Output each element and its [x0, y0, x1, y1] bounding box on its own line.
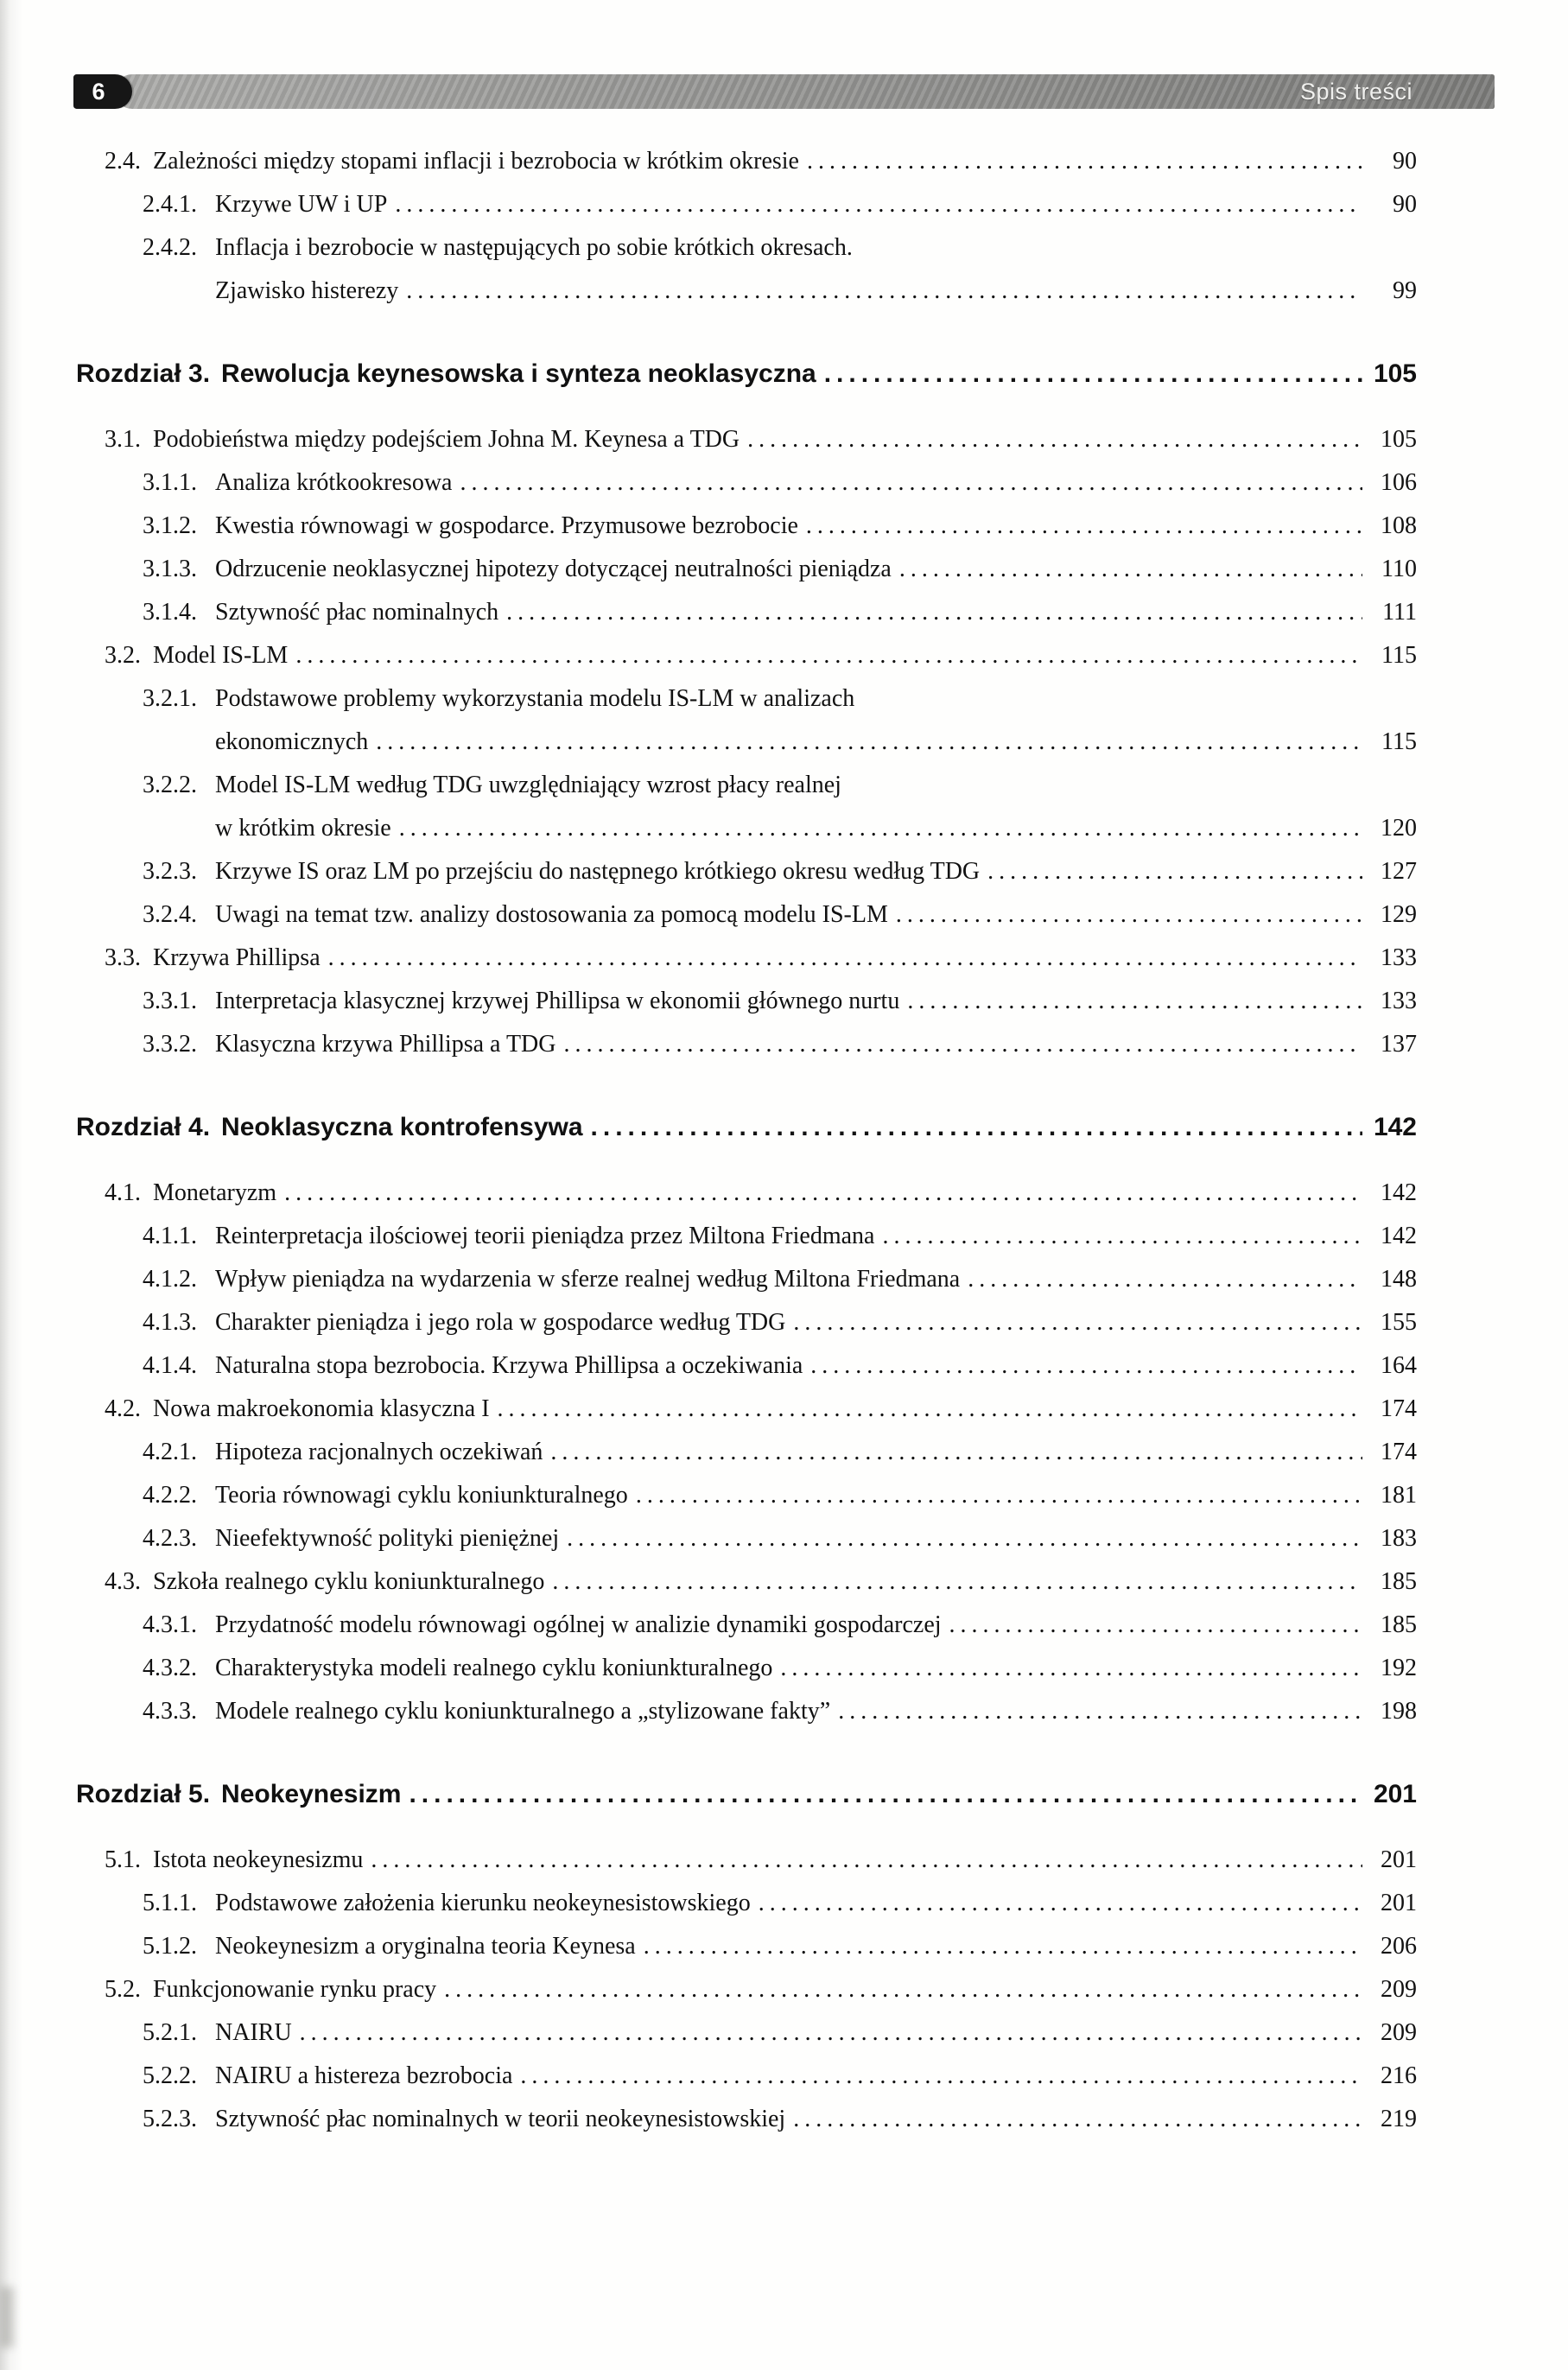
- toc-entry-line: [143, 2011, 1417, 2055]
- toc-leader-dots: [284, 1172, 1362, 1215]
- toc-leader-dots: [899, 548, 1362, 591]
- toc-entry-line: [143, 591, 1417, 634]
- toc-entry-page: 148: [1381, 1266, 1417, 1293]
- toc-entry: [76, 677, 1417, 764]
- toc-entry-page: 142: [1381, 1223, 1417, 1249]
- toc-entry-continuation-line: [143, 721, 1417, 764]
- toc-entry-line: [143, 1647, 1417, 1690]
- toc-entry: [76, 1431, 1417, 1474]
- toc-leader-dots: [371, 1839, 1362, 1882]
- toc-entry-line: [143, 850, 1417, 893]
- toc-entry-line: [105, 634, 1417, 677]
- toc-entry-page: 185: [1381, 1568, 1417, 1595]
- toc-entry-line: [143, 1925, 1417, 1968]
- toc-entry: [76, 1301, 1417, 1344]
- toc-leader-dots: [409, 1773, 1362, 1816]
- toc-entry: [76, 1690, 1417, 1733]
- page-header: [73, 74, 1495, 109]
- toc-entry: [76, 2055, 1417, 2098]
- toc-entry-line: [143, 461, 1417, 505]
- toc-entry: [76, 1560, 1417, 1604]
- toc-entry-number: 4.2.2.: [143, 1482, 197, 1509]
- toc-leader-dots: [793, 2098, 1362, 2141]
- toc-entry-title: Naturalna stopa bezrobocia. Krzywa Phillipsa a oczekiwania: [215, 1352, 803, 1379]
- toc-entry-line: [143, 1604, 1417, 1647]
- toc-leader-dots: [968, 1258, 1362, 1301]
- toc-entry-number: Rozdział 5.: [76, 1780, 211, 1808]
- toc-entry-number: 3.3.1.: [143, 988, 197, 1014]
- toc-entry: [76, 505, 1417, 548]
- toc-leader-dots: [806, 505, 1362, 548]
- toc-leader-dots: [564, 1023, 1363, 1066]
- toc-leader-dots: [747, 418, 1362, 461]
- toc-entry-title: Uwagi na temat tzw. analizy dostosowania za pomocą modelu IS-LM: [215, 901, 888, 928]
- toc-entry-page: 183: [1381, 1525, 1417, 1552]
- toc-entry-title: Nowa makroekonomia klasyczna I: [153, 1395, 490, 1422]
- toc-entry-number: 4.1.4.: [143, 1352, 197, 1379]
- toc-entry-number: 5.1.: [105, 1846, 141, 1873]
- toc-entry-line: [143, 1690, 1417, 1733]
- toc-entry-title: Charakterystyka modeli realnego cyklu koniunkturalnego: [215, 1655, 773, 1681]
- toc-leader-dots: [506, 591, 1362, 634]
- toc-entry-title: Wpływ pieniądza na wydarzenia w sferze realnej według Miltona Friedmana: [215, 1266, 961, 1293]
- toc-entry-title: Model IS-LM: [153, 642, 289, 669]
- toc-entry-page: 181: [1381, 1482, 1417, 1509]
- toc-entry: [76, 893, 1417, 937]
- toc-leader-dots: [328, 937, 1362, 980]
- toc-entry: [76, 1968, 1417, 2011]
- toc-entry: [76, 1882, 1417, 1925]
- toc-entry-number: 3.1.4.: [143, 599, 197, 626]
- toc-entry-number: 5.1.1.: [143, 1890, 197, 1916]
- toc-entry-title: Charakter pieniądza i jego rola w gospodarce według TDG: [215, 1309, 786, 1336]
- toc-leader-dots: [780, 1647, 1362, 1690]
- toc-entry: [76, 1647, 1417, 1690]
- toc-entry-number: 3.2.2.: [143, 772, 197, 798]
- toc-entry-number: 4.1.: [105, 1179, 141, 1206]
- toc-entry-line: [143, 1344, 1417, 1388]
- toc-entry-title: Rewolucja keynesowska i synteza neoklasyczna: [221, 359, 816, 388]
- toc-leader-dots: [896, 893, 1362, 937]
- toc-entry-title: Kwestia równowagi w gospodarce. Przymusowe bezrobocie: [215, 512, 798, 539]
- toc-entry-line: [105, 1172, 1417, 1215]
- toc-entry-page: 174: [1381, 1439, 1417, 1465]
- page-number: 6: [92, 78, 105, 105]
- toc-entry-line: [105, 418, 1417, 461]
- toc-entry-line: [105, 937, 1417, 980]
- toc-leader-dots: [793, 1301, 1362, 1344]
- header-bar: [115, 74, 1495, 109]
- toc-entry-title: Podstawowe założenia kierunku neokeynesistowskiego: [215, 1890, 751, 1916]
- toc-entry-page: 209: [1381, 2019, 1417, 2046]
- toc-entry: [76, 2011, 1417, 2055]
- toc-entry-title: Krzywe UW i UP: [215, 191, 388, 218]
- page-number-tab: [73, 74, 132, 109]
- toc-leader-dots: [395, 183, 1362, 226]
- toc-leader-dots: [824, 353, 1362, 396]
- toc-entry-line: [143, 2098, 1417, 2141]
- toc-entry-number: 4.1.2.: [143, 1266, 197, 1293]
- toc-entry-title: NAIRU: [215, 2019, 292, 2046]
- toc-entry-line: [143, 2055, 1417, 2098]
- toc-entry-page: 115: [1381, 728, 1417, 755]
- toc-entry-line: [105, 1839, 1417, 1882]
- toc-leader-dots: [376, 721, 1362, 764]
- toc-leader-dots: [759, 1882, 1362, 1925]
- toc-entry-title: Sztywność płac nominalnych: [215, 599, 499, 626]
- toc-entry: [76, 1925, 1417, 1968]
- toc-entry-number: 2.4.1.: [143, 191, 197, 218]
- toc-leader-dots: [838, 1690, 1362, 1733]
- toc-entry-number: 3.3.2.: [143, 1031, 197, 1058]
- toc-entry-number: Rozdział 3.: [76, 359, 211, 388]
- toc-entry-page: 201: [1381, 1890, 1417, 1916]
- toc-entry-page: 219: [1381, 2106, 1417, 2132]
- toc-leader-dots: [907, 980, 1362, 1023]
- toc-entry-number: 5.1.2.: [143, 1933, 197, 1960]
- toc-entry-number: 3.2.1.: [143, 685, 197, 712]
- toc-entry-page: 209: [1381, 1976, 1417, 2003]
- toc-entry-number: 2.4.2.: [143, 234, 197, 261]
- toc-entry-line: [143, 1882, 1417, 1925]
- toc-entry: [76, 2098, 1417, 2141]
- toc-entry-number: 4.2.1.: [143, 1439, 197, 1465]
- toc-entry: [76, 980, 1417, 1023]
- toc-leader-dots: [567, 1517, 1362, 1560]
- toc-entry-line: [143, 1517, 1417, 1560]
- toc-entry-page: 99: [1393, 277, 1417, 304]
- toc-leader-dots: [644, 1925, 1362, 1968]
- toc-entry-line: [105, 140, 1417, 183]
- toc-entry-number: 4.3.2.: [143, 1655, 197, 1681]
- toc-entry: [76, 1517, 1417, 1560]
- toc-entry-line: [143, 1474, 1417, 1517]
- toc-entry-continuation-line: [143, 807, 1417, 850]
- toc-leader-dots: [987, 850, 1362, 893]
- toc-entry: [76, 418, 1417, 461]
- toc-leader-dots: [498, 1388, 1362, 1431]
- toc-entry-line: [143, 677, 1417, 721]
- toc-entry: [76, 1215, 1417, 1258]
- toc-entry-title-continued: ekonomicznych: [215, 728, 369, 755]
- toc-entry-title: Podobieństwa między podejściem Johna M. Keynesa a TDG: [153, 426, 740, 453]
- toc-entry-number: 3.1.3.: [143, 556, 197, 582]
- scan-artifact: [0, 2287, 14, 2348]
- toc-entry-title: Neokeynesizm a oryginalna teoria Keynesa: [215, 1933, 636, 1960]
- toc-leader-dots: [810, 1344, 1362, 1388]
- toc-entry-title: Teoria równowagi cyklu koniunkturalnego: [215, 1482, 628, 1509]
- toc-entry-page: 142: [1381, 1179, 1417, 1206]
- toc-leader-dots: [300, 2011, 1362, 2055]
- toc-entry: [76, 1172, 1417, 1215]
- toc: [76, 140, 1417, 2141]
- toc-entry-page: 137: [1381, 1031, 1417, 1058]
- toc-entry-number: 5.2.1.: [143, 2019, 197, 2046]
- toc-entry: [76, 1344, 1417, 1388]
- toc-entry-line: [143, 183, 1417, 226]
- toc-entry-title: Model IS-LM według TDG uwzględniający wzrost płacy realnej: [215, 772, 841, 798]
- toc-entry: [76, 1023, 1417, 1066]
- toc-entry-title: Klasyczna krzywa Phillipsa a TDG: [215, 1031, 556, 1058]
- toc-leader-dots: [399, 807, 1362, 850]
- toc-entry-line: [143, 1431, 1417, 1474]
- toc-entry-number: 2.4.: [105, 148, 141, 175]
- toc-entry-title-continued: w krótkim okresie: [215, 815, 391, 842]
- toc-entry-title: Inflacja i bezrobocie w następujących po sobie krótkich okresach.: [215, 234, 853, 261]
- toc-entry: [76, 183, 1417, 226]
- toc-entry-line: [143, 1301, 1417, 1344]
- toc-entry-number: 4.2.: [105, 1395, 141, 1422]
- toc-entry-line: [105, 1560, 1417, 1604]
- toc-entry-page: 111: [1382, 599, 1417, 626]
- toc-entry-number: 4.1.3.: [143, 1309, 197, 1336]
- toc-entry-title: Interpretacja klasycznej krzywej Phillipsa w ekonomii głównego nurtu: [215, 988, 900, 1014]
- toc-leader-dots: [807, 140, 1362, 183]
- toc-entry-page: 90: [1393, 191, 1417, 218]
- toc-entry: [76, 1258, 1417, 1301]
- toc-entry-title: Istota neokeynesizmu: [153, 1846, 364, 1873]
- toc-entry-continuation-line: [143, 270, 1417, 313]
- toc-entry-title: Hipoteza racjonalnych oczekiwań: [215, 1439, 543, 1465]
- toc-entry-title: Reinterpretacja ilościowej teorii pieniądza przez Miltona Friedmana: [215, 1223, 875, 1249]
- toc-entry: [76, 850, 1417, 893]
- toc-entry-number: 5.2.3.: [143, 2106, 197, 2132]
- toc-entry-title: Krzywa Phillipsa: [153, 944, 321, 971]
- toc-entry: [76, 226, 1417, 313]
- toc-leader-dots: [949, 1604, 1362, 1647]
- toc-entry-title: NAIRU a histereza bezrobocia: [215, 2062, 513, 2089]
- toc-entry-line: [143, 980, 1417, 1023]
- toc-entry-line: [76, 1106, 1417, 1149]
- toc-leader-dots: [460, 461, 1362, 505]
- toc-entry-page: 198: [1381, 1698, 1417, 1725]
- toc-entry-title-continued: Zjawisko histerezy: [215, 277, 399, 304]
- toc-entry: [76, 548, 1417, 591]
- toc-entry-title: Funkcjonowanie rynku pracy: [153, 1976, 437, 2003]
- toc-entry-page: 216: [1381, 2062, 1417, 2089]
- toc-entry: [76, 353, 1417, 396]
- toc-entry-title: Neokeynesizm: [221, 1780, 402, 1808]
- toc-entry-line: [143, 893, 1417, 937]
- toc-entry-number: 4.1.1.: [143, 1223, 197, 1249]
- toc-leader-dots: [295, 634, 1362, 677]
- toc-leader-dots: [636, 1474, 1362, 1517]
- toc-entry-title: Krzywe IS oraz LM po przejściu do następnego krótkiego okresu według TDG: [215, 858, 981, 885]
- toc-entry-title: Odrzucenie neoklasycznej hipotezy dotyczącej neutralności pieniądza: [215, 556, 892, 582]
- toc-entry-line: [143, 505, 1417, 548]
- toc-entry: [76, 1388, 1417, 1431]
- toc-entry-line: [105, 1968, 1417, 2011]
- toc-leader-dots: [882, 1215, 1362, 1258]
- toc-entry: [76, 1839, 1417, 1882]
- toc-entry: [76, 937, 1417, 980]
- toc-entry-title: Sztywność płac nominalnych w teorii neokeynesistowskiej: [215, 2106, 786, 2132]
- toc-entry-number: 4.3.3.: [143, 1698, 197, 1725]
- toc-leader-dots: [591, 1106, 1362, 1149]
- toc-entry-line: [105, 1388, 1417, 1431]
- toc-entry-title: Monetaryzm: [153, 1179, 277, 1206]
- toc-entry-page: 142: [1373, 1113, 1417, 1141]
- toc-entry-line: [76, 353, 1417, 396]
- toc-entry-number: 4.3.1.: [143, 1611, 197, 1638]
- toc-leader-dots: [552, 1560, 1362, 1604]
- toc-entry: [76, 634, 1417, 677]
- toc-entry-line: [143, 1258, 1417, 1301]
- toc-leader-dots: [406, 270, 1362, 313]
- toc-entry-page: 164: [1381, 1352, 1417, 1379]
- toc-entry-number: 3.3.: [105, 944, 141, 971]
- toc-entry: [76, 1773, 1417, 1816]
- toc-entry-line: [143, 1023, 1417, 1066]
- toc-entry-number: 3.2.3.: [143, 858, 197, 885]
- toc-entry-number: 4.3.: [105, 1568, 141, 1595]
- toc-entry-line: [143, 1215, 1417, 1258]
- toc-entry: [76, 461, 1417, 505]
- toc-leader-dots: [444, 1968, 1362, 2011]
- toc-entry: [76, 1106, 1417, 1149]
- toc-entry-number: 3.2.4.: [143, 901, 197, 928]
- toc-entry-number: 5.2.: [105, 1976, 141, 2003]
- toc-entry-title: Zależności między stopami inflacji i bezrobocia w krótkim okresie: [153, 148, 799, 175]
- toc-entry-title: Szkoła realnego cyklu koniunkturalnego: [153, 1568, 545, 1595]
- toc-entry-page: 127: [1381, 858, 1417, 885]
- toc-entry: [76, 1604, 1417, 1647]
- toc-entry-page: 155: [1381, 1309, 1417, 1336]
- toc-entry-page: 129: [1381, 901, 1417, 928]
- toc-entry-number: 4.2.3.: [143, 1525, 197, 1552]
- toc-entry-page: 115: [1381, 642, 1417, 669]
- toc-entry-number: 3.1.: [105, 426, 141, 453]
- toc-entry-page: 120: [1381, 815, 1417, 842]
- toc-entry: [76, 140, 1417, 183]
- toc-entry-title: Neoklasyczna kontrofensywa: [221, 1113, 583, 1141]
- toc-entry-title: Nieefektywność polityki pieniężnej: [215, 1525, 560, 1552]
- toc-entry-page: 90: [1393, 148, 1417, 175]
- toc-entry-page: 133: [1381, 944, 1417, 971]
- toc-entry-page: 133: [1381, 988, 1417, 1014]
- toc-entry-line: [143, 548, 1417, 591]
- toc-entry-line: [143, 764, 1417, 807]
- toc-leader-dots: [550, 1431, 1362, 1474]
- toc-entry-page: 185: [1381, 1611, 1417, 1638]
- toc-entry-title: Przydatność modelu równowagi ogólnej w analizie dynamiki gospodarczej: [215, 1611, 942, 1638]
- toc-entry-number: 3.2.: [105, 642, 141, 669]
- toc-entry-page: 206: [1381, 1933, 1417, 1960]
- toc-entry-page: 106: [1381, 469, 1417, 496]
- toc-entry: [76, 764, 1417, 850]
- toc-entry-page: 108: [1381, 512, 1417, 539]
- toc-leader-dots: [520, 2055, 1362, 2098]
- toc-entry-page: 105: [1381, 426, 1417, 453]
- toc-entry-page: 110: [1381, 556, 1417, 582]
- toc-entry-line: [143, 226, 1417, 270]
- toc-entry-page: 192: [1381, 1655, 1417, 1681]
- toc-entry-title: Modele realnego cyklu koniunkturalnego a „stylizowane fakty”: [215, 1698, 831, 1725]
- toc-entry-number: 3.1.2.: [143, 512, 197, 539]
- header-title: Spis treści: [1299, 78, 1412, 105]
- toc-entry-number: Rozdział 4.: [76, 1113, 211, 1141]
- toc-entry-line: [76, 1773, 1417, 1816]
- toc-entry-page: 105: [1373, 359, 1417, 388]
- toc-entry-title: Analiza krótkookresowa: [215, 469, 453, 496]
- toc-entry: [76, 1474, 1417, 1517]
- toc-entry-title: Podstawowe problemy wykorzystania modelu IS-LM w analizach: [215, 685, 855, 712]
- toc-entry-page: 174: [1381, 1395, 1417, 1422]
- toc-entry-page: 201: [1373, 1780, 1417, 1808]
- toc-entry-number: 5.2.2.: [143, 2062, 197, 2089]
- toc-entry: [76, 591, 1417, 634]
- toc-entry-page: 201: [1381, 1846, 1417, 1873]
- toc-entry-number: 3.1.1.: [143, 469, 197, 496]
